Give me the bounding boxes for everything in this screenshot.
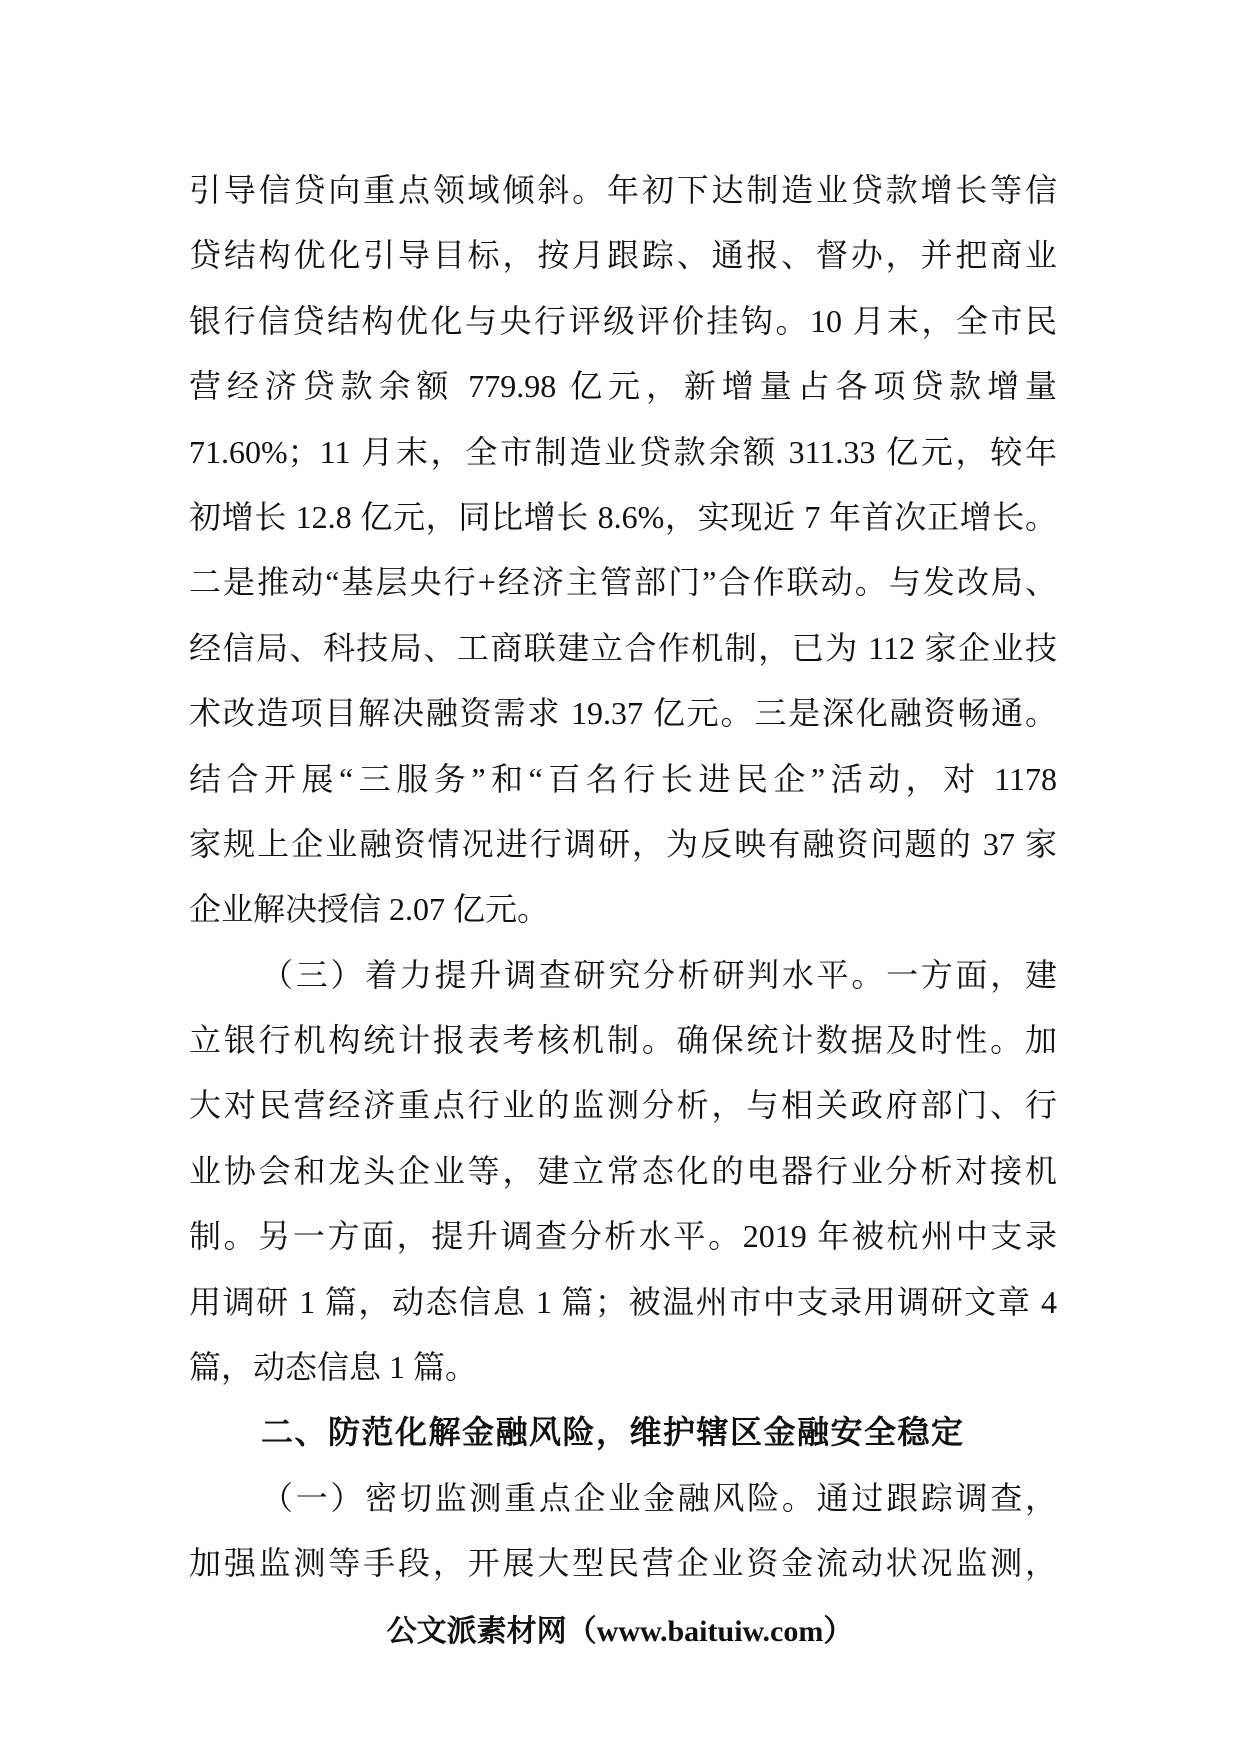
body-text-line: 营经济贷款余额 779.98 亿元，新增量占各项贷款增量 bbox=[189, 368, 1057, 405]
body-text-line: 用调研 1 篇，动态信息 1 篇；被温州市中支录用调研文章 4 bbox=[189, 1283, 1057, 1320]
body-text-line: 企业解决授信 2.07 亿元。 bbox=[189, 891, 550, 928]
body-text-line: 术改造项目解决融资需求 19.37 亿元。三是深化融资畅通。 bbox=[189, 695, 1057, 732]
body-text-line: 二是推动“基层央行+经济主管部门”合作联动。与发改局、 bbox=[189, 564, 1057, 601]
body-text-line: 加强监测等手段，开展大型民营企业资金流动状况监测， bbox=[189, 1545, 1057, 1582]
page-footer-watermark: 公文派素材网（www.baituiw.com） bbox=[386, 1615, 854, 1648]
section-heading: 二、防范化解金融风险，维护辖区金融安全稳定 bbox=[261, 1414, 965, 1451]
body-text-line: 经信局、科技局、工商联建立合作机制，已为 112 家企业技 bbox=[189, 629, 1057, 666]
body-text-line: 大对民营经济重点行业的监测分析，与相关政府部门、行 bbox=[189, 1087, 1057, 1124]
body-text-line: 71.60%；11 月末，全市制造业贷款余额 311.33 亿元，较年 bbox=[189, 433, 1057, 470]
section-lead-line: （一）密切监测重点企业金融风险。通过跟踪调查， bbox=[261, 1479, 1057, 1516]
body-text-line: 篇，动态信息 1 篇。 bbox=[189, 1349, 478, 1386]
body-text-line: 制。另一方面，提升调查分析水平。2019 年被杭州中支录 bbox=[189, 1218, 1057, 1255]
body-text-line: 业协会和龙头企业等，建立常态化的电器行业分析对接机 bbox=[189, 1152, 1057, 1189]
body-text-line: 初增长 12.8 亿元，同比增长 8.6%，实现近 7 年首次正增长。 bbox=[189, 498, 1057, 535]
body-text-line: 银行信贷结构优化与央行评级评价挂钩。10 月末，全市民 bbox=[189, 302, 1057, 339]
body-text-line: 贷结构优化引导目标，按月跟踪、通报、督办，并把商业 bbox=[189, 237, 1057, 274]
body-text-line: 立银行机构统计报表考核机制。确保统计数据及时性。加 bbox=[189, 1022, 1057, 1059]
body-text-line: 家规上企业融资情况进行调研，为反映有融资问题的 37 家 bbox=[189, 825, 1057, 862]
document-body bbox=[189, 158, 1057, 1597]
body-text-line: 引导信贷向重点领域倾斜。年初下达制造业贷款增长等信 bbox=[189, 172, 1057, 208]
section-lead-line: （三）着力提升调查研究分析研判水平。一方面，建 bbox=[261, 956, 1057, 993]
body-text-line: 结合开展“三服务”和“百名行长进民企”活动，对 1178 bbox=[189, 760, 1057, 797]
